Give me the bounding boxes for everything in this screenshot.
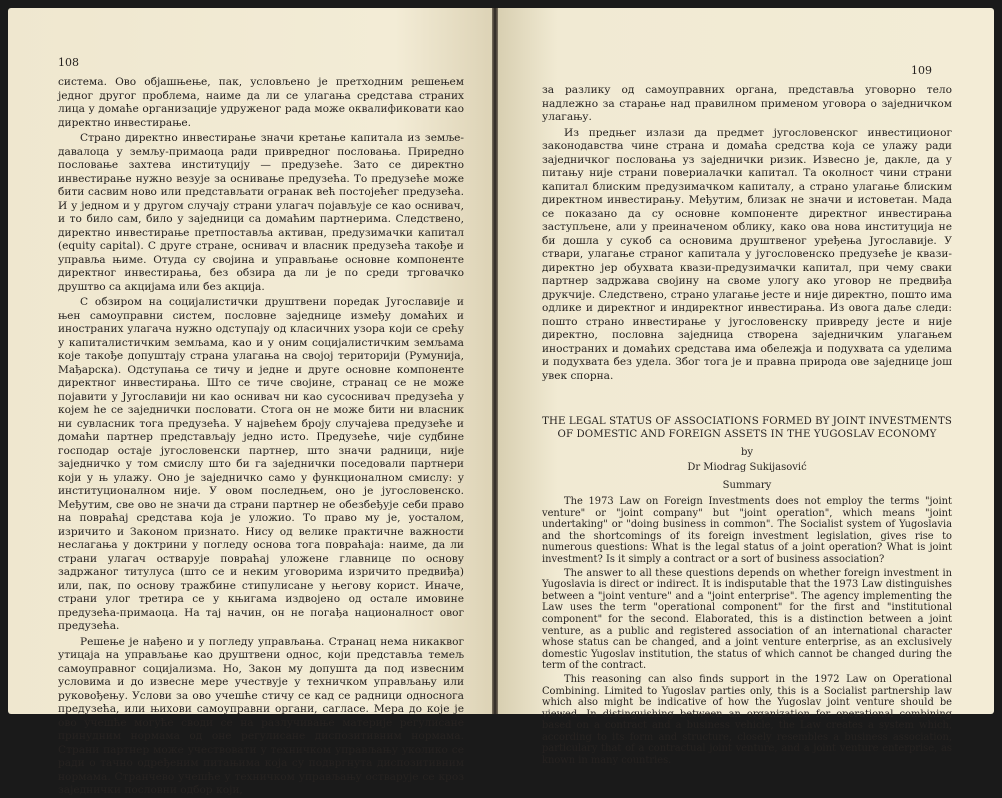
- paragraph: за разлику од самоуправних органа, представља уговорно тело надлежно за старање над правилном применом уговора о заједничком улагању.: [542, 84, 952, 123]
- summary-title: Summary: [722, 480, 772, 491]
- article-title: THE LEGAL STATUS OF ASSOCIATIONS FORMED BY JOINT INVESTMENTS OF DOMESTIC AND FOREIGN ASSETS IN THE YUGOSLAV ECONOMY: [542, 416, 952, 440]
- summary-paragraph: The answer to all these questions depends on whether foreign investment in Yugoslavia is direct or indirect. It is indisputable that the 1973 Law distinguishes between a "joint venture" and a "joint enterprise". The agency implementing the Law uses the term "operational component" for the first and "institutional component" for the second. Elaborated, this is a distinction between a joint venture, as a public and registered association of an international character whose status can be changed, and a joint venture enterprise, as an exclusively domestic Yugoslav institution, the status of which cannot be changed during the term of the contract.: [542, 567, 952, 672]
- byline: by: [740, 447, 754, 458]
- paragraph: система. Ово објашњење, пак, условљено је претходним решењем једног другог проблема, наиме да ли се улагања средстава страних лица у домаће организације удруженог рада може оквалификовати као директно инвестирање.: [58, 76, 464, 129]
- page-number: 109: [911, 64, 932, 77]
- paragraph: С обзиром на социјалистички друштвени поредак Југославије и њен самоуправни систем, пословне заједнице између домаћих и иностраних улагача нужно одступају од класичних узора који се срећу у капиталистичким земљама, као и у оним социјалистичким земљама које такође допуштају страна улагања на својој територији (Румунија, Мађарска). Одступања се тичу и једне и друге основне компоненте директног инвестирања. Што се тиче својине, странац се не може појавити у Југославији ни као оснивач ни као сусоснивач предузећа у којем he се заједнички пословати. Стога он не може бити ни власник ни сувласник тога предузећа. У највећем броју случајева предузеће и домаћи партнер представљају једно исто. Предузеће, чије судбине господар остаје југословенски партнер, што значи радници, није заједничко у том смислу што би га заједнички поседовали партнери који у њ улажу. Оно је заједничко само у функционалном смислу: у институционалном није. У овом последњем, оно је југословенско. Међутим, све ово не значи да страни партнер не обезбеђује себи право на повраћај средстава која је уложио. То право му је, уосталом, изричито и Законом признато. Нису од велике практичне важности неслагања у доктрини у погледу основа тога повраћаја: наиме, да ли страни улагач остварује повраћај уложене главнице по основу задржаног титулуса (што се и неким уговорима изричито предвиђа) или, пак, по основу тражбине стипулисане у његову корист. Иначе, страни улог третира се у књигама издвојено од остале имовине предузећа-примаоца. На тај начин, он не погађа националност овог предузећа.: [58, 296, 464, 632]
- left-page: [8, 8, 492, 796]
- page-number: 108: [58, 56, 79, 69]
- summary-body: [542, 496, 952, 767]
- summary-paragraph: This reasoning can also finds support in the 1972 Law on Operational Combining. Limited to Yugoslav parties only, this is a Socialist partnership law which also might be indicative of how the Yugoslav joint venture should be viewed. In distinguishing between an organization for operational combining based on a contract and a business vehicle, the Law creates a system which, according to its form and structure, closely resembles a business association, particulary that of a contractual joint venture, and a joint venture enterprise, as known in many countries.: [542, 673, 952, 767]
- right-page: [498, 8, 994, 767]
- author-name: Dr Miodrag Sukijasović: [687, 462, 807, 473]
- summary-paragraph: The 1973 Law on Foreign Investments does not employ the terms "joint venture" or "joint company" but "joint operation", which means "joint undertaking" or "doing business in common". The Socialist system of Yugoslavia and the shortcomings of its foreign investment legislation, gives rise to numerous questions: What is the legal status of a joint operation? What is joint investment? Is it simply a contract or a sort of business association?: [542, 496, 952, 565]
- paragraph: Страно директно инвестирање значи кретање капитала из земље-давалоца у земљу-примаоца ради привредног пословања. Приредно пословање захтева институцију — предузеће. Зато се директно инвестирање нужно везује за оснивање предузећа. То предузеће може бити сасвим ново или представљати огранак већ постојећег предузећа. И у једном и у другом случају страни улагач појављује се као оснивач, и то било сам, било у заједници са домаћим партнерима. Следствено, директно инвестирање претпоставља активан, предузимачки капитал (equity capital). С друге стране, оснивач и власник предузећа такође и управља њиме. Отуда су својина и управљање основне компоненте директног инвестирања, без обзира да ли је по среди трговачко друштво са акцијама или без акција.: [58, 132, 464, 293]
- paragraph: Из предњег излази да предмет југословенског инвестиционог законодавства чине страна и домаћа средства која се улажу ради заједничког пословања уз заједнички ризик. Извесно је, дакле, да у питању није страни повериалачки капитал. Та околност чини страни капитал блиским предузимачком капиталу, а страно улагање блиским директном инвестирању. Међутим, близак не значи и истоветан. Мада се показано да су основне компоненте директног инвестирања заступљене, али у преиначеном облику, како ова нова институција не би дошла у сукоб са основима друштвеног уређења Југославије. У ствари, улагање страног капитала у југословенско предузеће је квази-директно јер обухвата квази-предузимачки капитал, при чему сваки партнер задржава својину на своме улогу ако уговор не предвиђа друкчије. Следствено, страно улагање јесте и није директно, пошто има одлике и директног и индиректног инвестирања. Из овога даље следи: пошто страно инвестирање у југословенску привреду јесте и није директно, пословна заједница створена заједничким улагањем иностраних и домаћих средстава има обележја и подухвата са уделима и подухвата без удела. Због тога је и правна природа ове заједнице још увек спорна.: [542, 126, 952, 382]
- left-page-body: [58, 76, 464, 798]
- right-page-body: [542, 84, 952, 383]
- paragraph: Решење је нађено и у погледу управљања. Странац нема никаквог утицаја на управљање као друштвени однос, који представља темељ самоуправног социјализма. Но, Закон му допушта да под извесним условима и до извесне мере учествује у техничком управљању или руковођењу. Услови за ово учешће стичу се кад се радници односнога предузећа, или њихови самоуправни органи, сагласе. Мера до које је ово учешће могуће своди се на разлучивање материје регулисане принудним нормама од оне регулисане диспозитивним нормама. Страни партнер може учествовати у техничком управљању уколико се ради о тачно одређеним питањима која су подвргнута диспозитивним нормама. Странчево учешће у техничком управљању остварује се кроз заједнички пословни одбор који,: [58, 635, 464, 796]
